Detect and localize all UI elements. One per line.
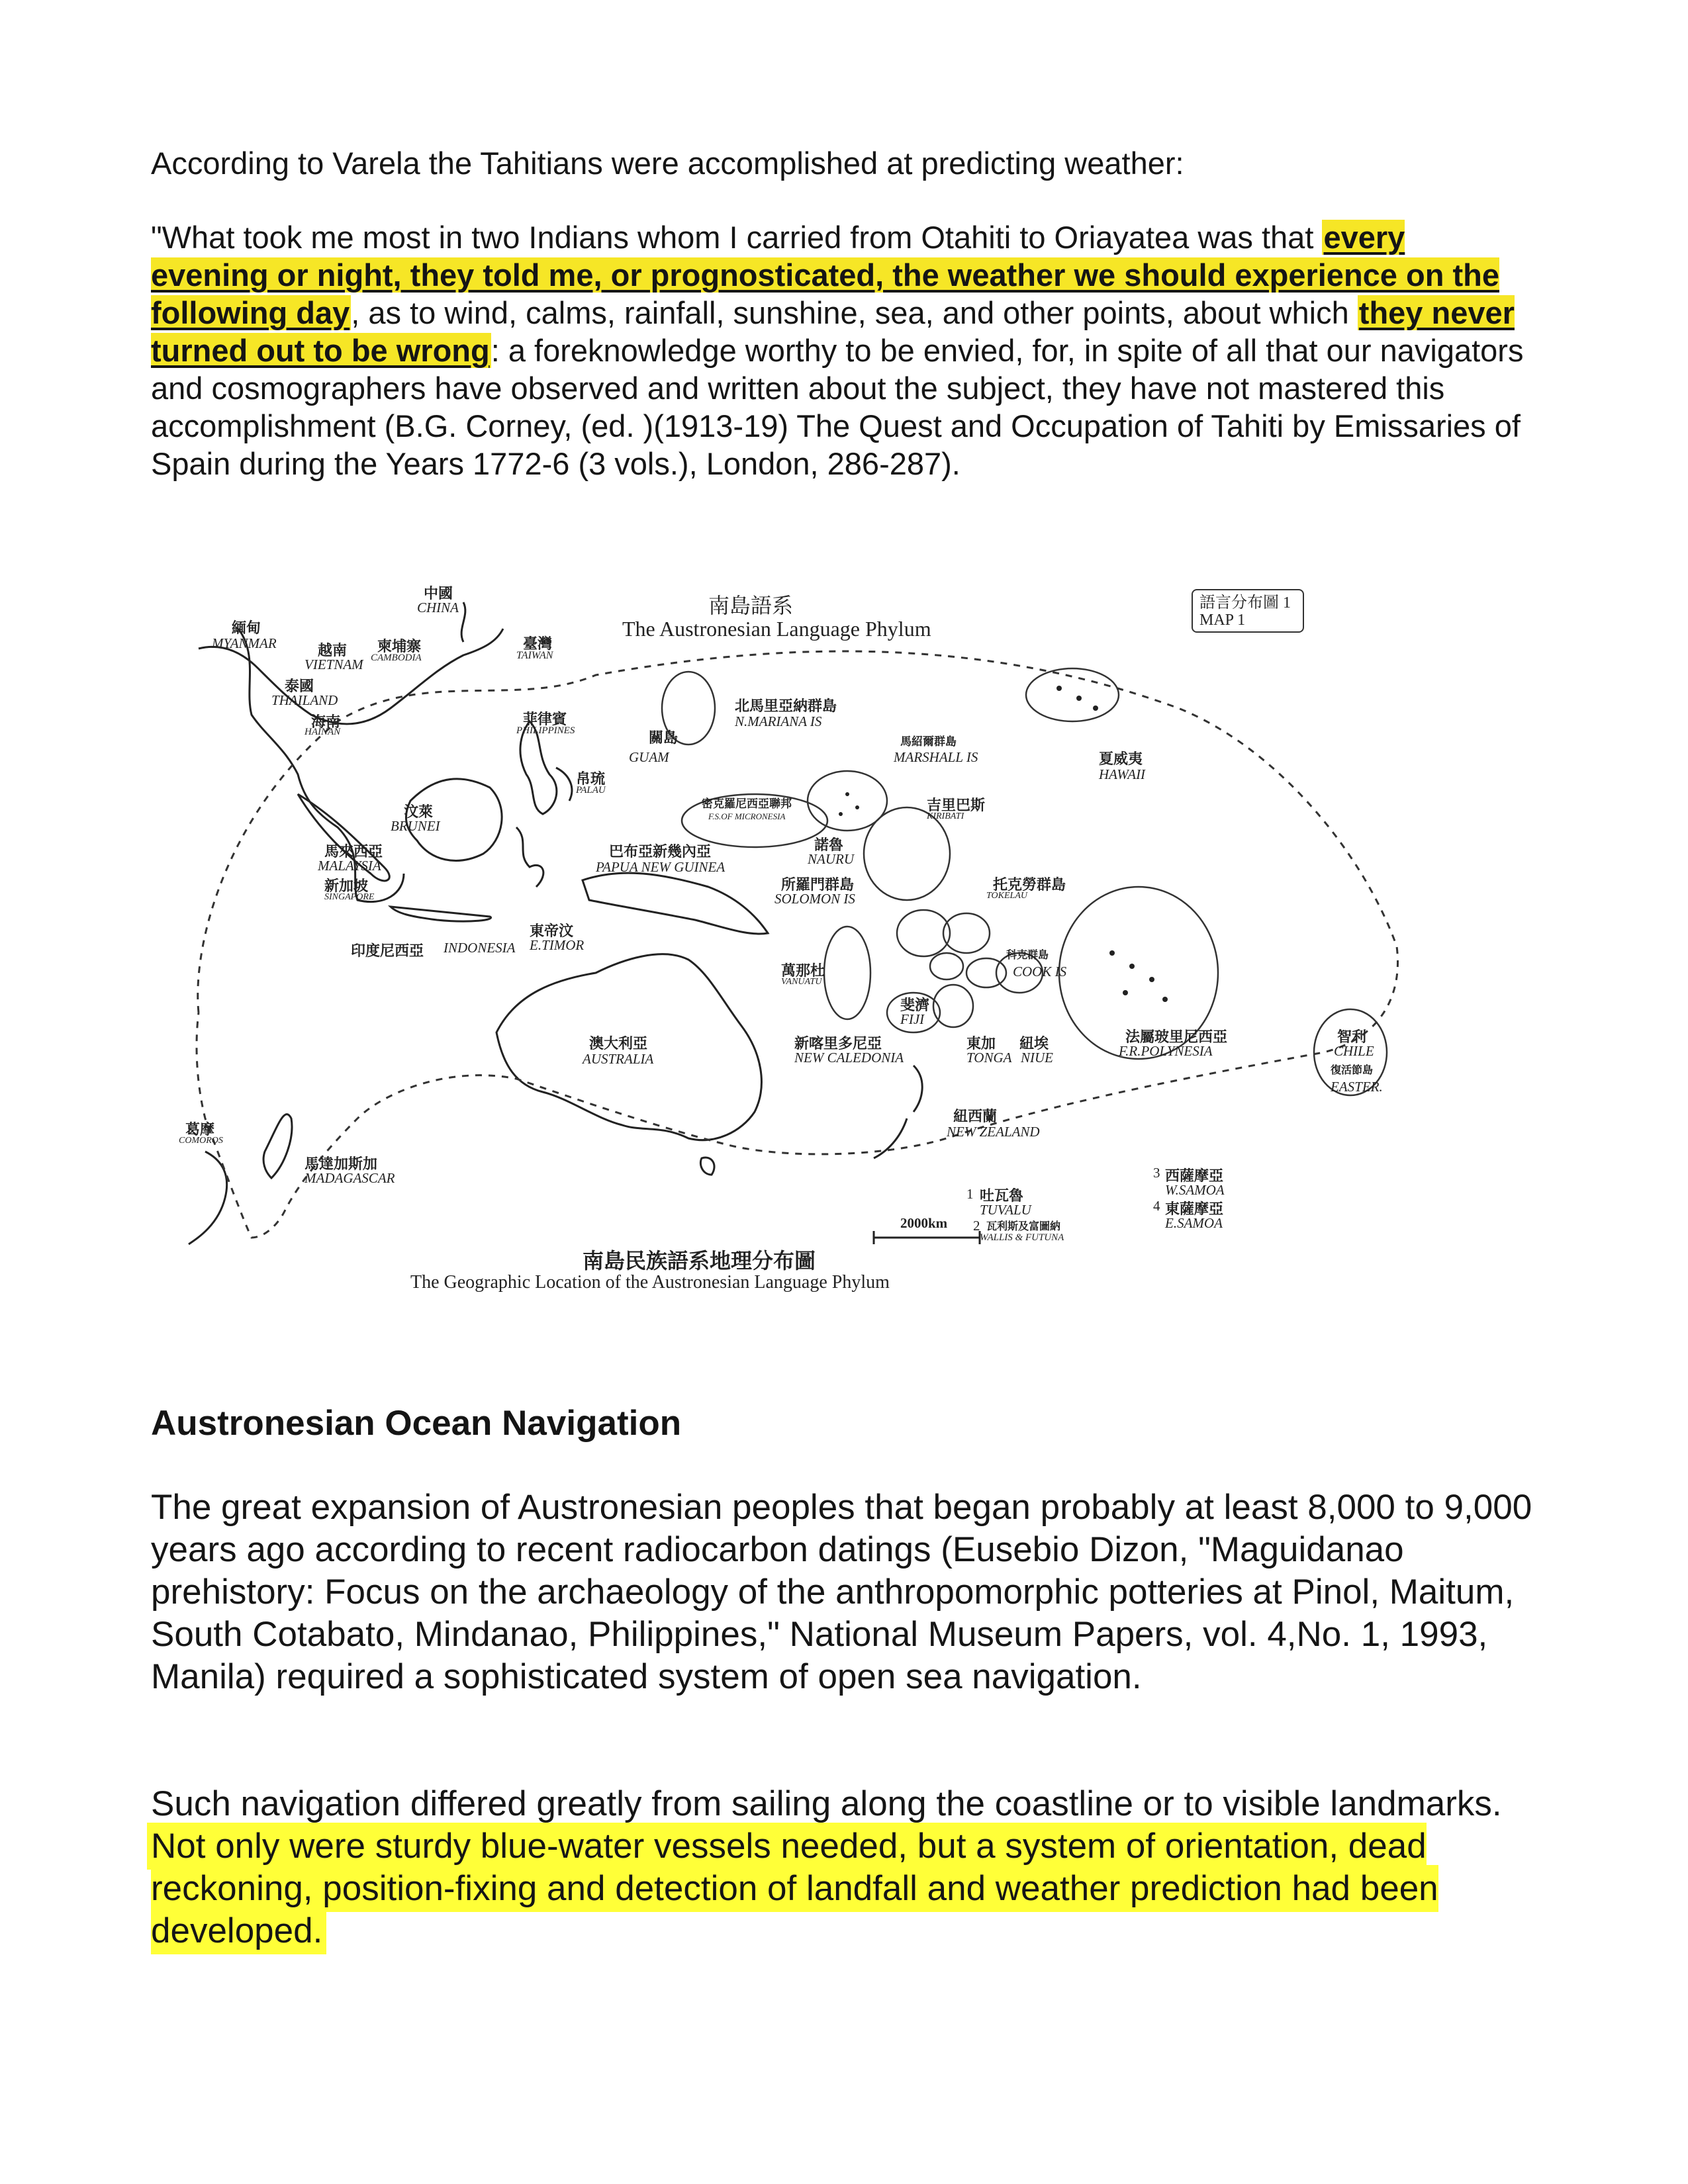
label-indonesia: INDONESIA — [444, 940, 516, 956]
label-cn: 新喀里多尼亞 — [794, 1035, 882, 1052]
label-australia: AUSTRALIA — [583, 1051, 654, 1067]
label-hainan: HAINAN — [305, 727, 341, 737]
label-cn: 越南 — [318, 642, 348, 659]
label-nauru: NAURU — [808, 851, 854, 867]
label-cn: 柬埔寨 — [377, 638, 422, 655]
label-comoros: COMOROS — [179, 1136, 223, 1146]
map-number-box — [1192, 589, 1304, 633]
label-cn: 夏威夷 — [1099, 751, 1143, 767]
label-fiji: FIJI — [900, 1011, 925, 1027]
label-cn: 新加坡 — [324, 878, 369, 894]
label-cn: 智利 — [1337, 1028, 1367, 1045]
label-malaysia: MALAYSIA — [318, 858, 381, 874]
quote-paragraph — [151, 218, 1528, 482]
label-cn: 澳大利亞 — [589, 1035, 648, 1052]
label-taiwan: TAIWAN — [516, 650, 553, 661]
label-cn: 托克勞群島 — [993, 876, 1066, 893]
label-cn: 帛琉 — [576, 770, 606, 787]
body-paragraph-1: The great expansion of Austronesian peoples that began probably at least 8,000 to 9,000 years ago according to recent radiocarbon datings (Eusebio Dizon, "Maguidanao prehistory: Focus on the archaeology of the anthropomorphic potteries at Pinol, Maitum, South Cotabato, Mindanao, Philippines," National Museum Papers, vol. 4,No. 1, 1993, Manila) required a sophisticated system of open sea navigation. — [151, 1488, 1532, 1696]
label-cn: 東薩摩亞 — [1165, 1201, 1224, 1217]
label-cn: 吐瓦魯 — [980, 1187, 1024, 1204]
label-niue: NIUE — [1021, 1050, 1053, 1066]
label-cambodia: CAMBODIA — [371, 653, 422, 663]
body-paragraph-2 — [151, 1783, 1534, 1952]
label-cn: 所羅門群島 — [781, 876, 855, 893]
label-cn: 萬那杜 — [781, 962, 825, 979]
label-png: PAPUA NEW GUINEA — [596, 859, 726, 875]
label-easter: EASTER. — [1331, 1079, 1383, 1095]
label-new-caledonia: NEW CALEDONIA — [794, 1050, 904, 1066]
paragraph-text: Such navigation differed greatly from sailing along the coastline or to visible landmarks. — [151, 1784, 1502, 1823]
label-cn: 斐濟 — [900, 997, 930, 1013]
label-timor: E.TIMOR — [530, 937, 585, 953]
label-cn: 臺灣 — [523, 635, 553, 652]
intro-paragraph: According to Varela the Tahitians were accomplished at predicting weather: — [151, 146, 1184, 181]
label-cn: 密克羅尼西亞聯邦 — [702, 797, 792, 810]
label-cn: 科克群島 — [1006, 950, 1049, 961]
label-cn: 東加 — [966, 1035, 996, 1052]
label-china: CHINA — [417, 600, 459, 615]
section-heading: Austronesian Ocean Navigation — [151, 1404, 682, 1443]
label-palau: PALAU — [576, 785, 606, 796]
highlighted-text: Not only were sturdy blue-water vessels needed, but a system of orientation, dead reckoning, position-fixing and detection of landfall and weather prediction had been developed. — [151, 1827, 1438, 1950]
language-map-figure — [179, 576, 1403, 1310]
label-cn: 馬來西亞 — [324, 843, 383, 860]
label-cn: 汶萊 — [404, 803, 434, 820]
scale-label: 2000km — [900, 1215, 948, 1231]
label-cn: 諾魯 — [814, 837, 844, 853]
label-cn: 西薩摩亞 — [1165, 1167, 1224, 1184]
label-madagascar: MADAGASCAR — [305, 1170, 395, 1186]
label-cn: 葛摩 — [185, 1121, 215, 1138]
label-cn: 馬紹爾群島 — [900, 735, 957, 748]
label-cn: 復活節島 — [1331, 1065, 1374, 1076]
label-cn: 中國 — [424, 585, 453, 602]
label-e-samoa: E.SAMOA — [1165, 1215, 1223, 1231]
label-cn: 馬達加斯加 — [305, 1156, 378, 1172]
label-cn: 泰國 — [285, 678, 314, 694]
label-cn: 巴布亞新幾內亞 — [609, 843, 712, 860]
map-box-label: MAP 1 — [1199, 612, 1246, 629]
label-cn: 北馬里亞納群島 — [735, 698, 837, 714]
label-new-zealand: NEW ZEALAND — [947, 1124, 1040, 1140]
label-number: 3 — [1153, 1165, 1160, 1181]
quote-highlight-1: every evening or night, they told me, or prognosticated, the weather we should experience on the following day — [151, 220, 1499, 330]
label-kiribati: KIRIBATI — [927, 811, 964, 821]
map-title-cn: 南島語系 — [708, 594, 794, 617]
label-cn: 海南 — [311, 713, 341, 730]
label-micronesia: F.S.OF MICRONESIA — [708, 811, 786, 821]
label-vietnam: VIETNAM — [305, 657, 363, 672]
map-box-cn: 語言分布圖 1 — [1199, 594, 1291, 612]
quote-text: : a foreknowledge worthy to be envied, for, in spite of all that our navigators and cosmographers have observed and written about the subject, they have not mastered this accomplishment (B.G. Corney, (ed. )(1913-19) The Quest and Occupation of Tahiti by Emissaries of Spain during the Years 1772-6 (3 vols.), London, 286-287). — [151, 333, 1524, 481]
quote-highlight-2: they never turned out to be wrong — [151, 295, 1515, 368]
label-number: 4 — [1153, 1198, 1160, 1214]
label-fr-polynesia: F.R.POLYNESIA — [1119, 1043, 1213, 1059]
label-cn: 紐西蘭 — [953, 1108, 998, 1124]
label-vanuatu: VANUATU — [781, 977, 822, 987]
label-hawaii: HAWAII — [1099, 766, 1146, 782]
label-cn: 東帝汶 — [530, 923, 574, 939]
label-tokelau: TOKELAU — [986, 891, 1027, 901]
label-cn: 菲律賓 — [523, 711, 567, 727]
label-number: 1 — [966, 1186, 974, 1202]
label-number: 2 — [973, 1218, 980, 1234]
label-tonga: TONGA — [966, 1050, 1012, 1066]
label-n-mariana: N.MARIANA IS — [735, 713, 822, 729]
label-singapore: SINGAPORE — [324, 892, 375, 902]
label-myanmar: MYANMAR — [212, 635, 277, 651]
map-title: The Austronesian Language Phylum — [622, 617, 931, 641]
map-caption-cn: 南島民族語系地理分布圖 — [583, 1249, 816, 1273]
label-guam: GUAM — [629, 749, 669, 765]
label-wallis: WALLIS & FUTUNA — [980, 1232, 1064, 1243]
quote-text: , as to wind, calms, rainfall, sunshine, sea, and other points, about which — [351, 295, 1358, 330]
label-thailand: THAILAND — [271, 692, 338, 708]
label-cn: 關島 — [649, 729, 679, 746]
label-cook: COOK IS — [1013, 964, 1067, 979]
label-cn: 紐埃 — [1019, 1035, 1049, 1052]
label-cn: 緬甸 — [232, 619, 261, 636]
label-solomon: SOLOMON IS — [774, 891, 855, 907]
label-cn: 瓦利斯及富圖納 — [986, 1221, 1061, 1232]
label-w-samoa: W.SAMOA — [1165, 1182, 1225, 1198]
quote-text: "What took me most in two Indians whom I carried from Otahiti to Oriayatea was that — [151, 220, 1323, 255]
label-cn: 印度尼西亞 — [351, 942, 424, 959]
label-tuvalu: TUVALU — [980, 1202, 1031, 1218]
label-cn: 吉里巴斯 — [927, 797, 986, 813]
label-brunei: BRUNEI — [391, 818, 440, 834]
label-cn: 法屬玻里尼西亞 — [1125, 1028, 1228, 1045]
map-caption: The Geographic Location of the Austronesian Language Phylum — [410, 1272, 890, 1293]
label-chile: CHILE — [1334, 1043, 1374, 1059]
label-marshall: MARSHALL IS — [894, 749, 978, 765]
label-philippines: PHILIPPINES — [516, 725, 575, 736]
